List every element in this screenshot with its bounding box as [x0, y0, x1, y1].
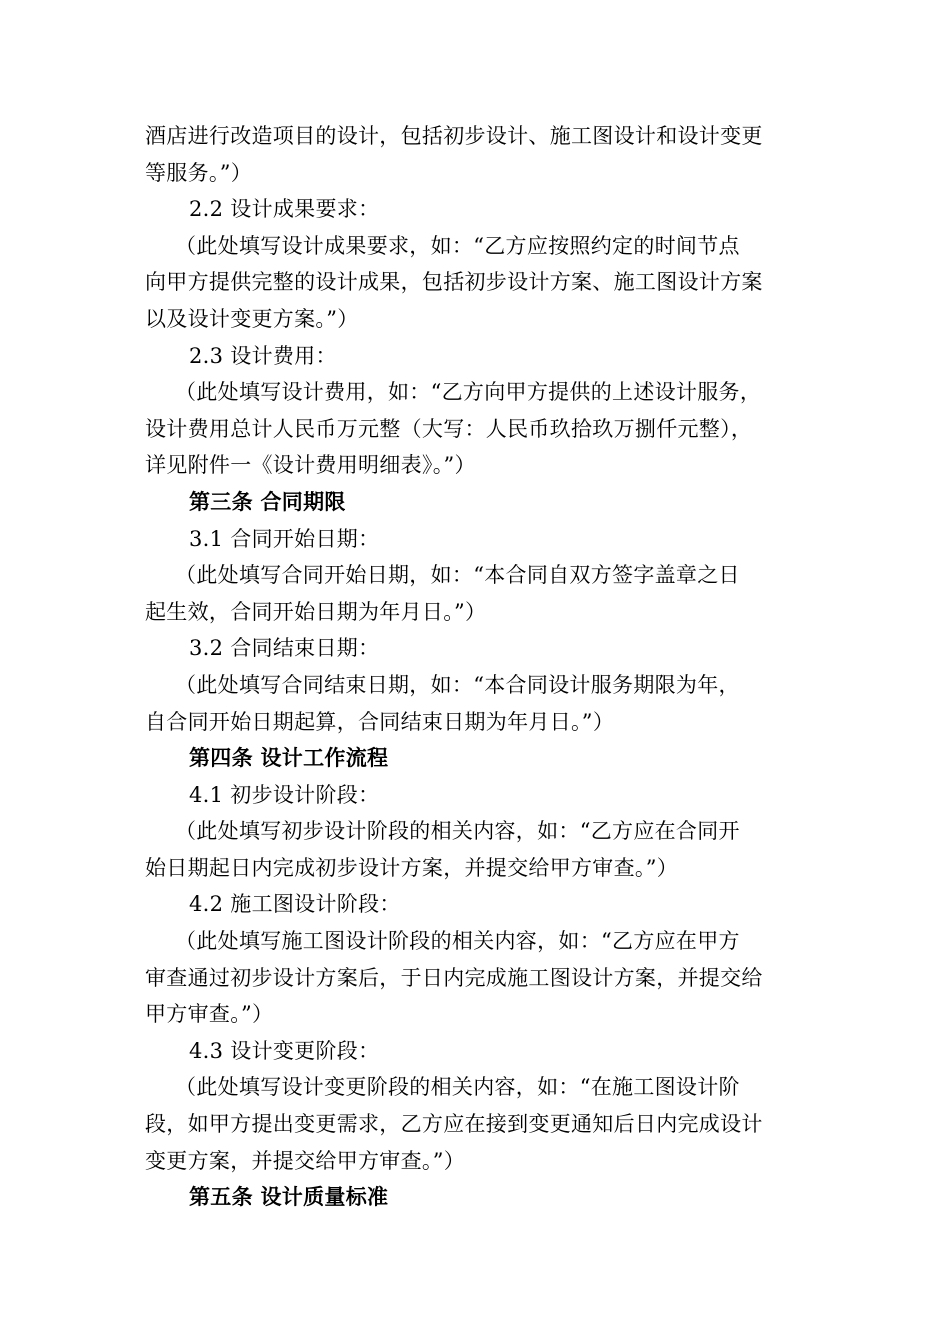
subsection-heading: 4.1 初步设计阶段： — [189, 782, 380, 807]
body-line: 详见附件一《设计费用明细表》。”） — [145, 453, 476, 478]
body-line: （此处填写初步设计阶段的相关内容，如：“乙方应在合同开 — [175, 819, 740, 844]
subsection-heading: 4.3 设计变更阶段： — [189, 1038, 380, 1063]
body-line: （此处填写合同开始日期，如：“本合同自双方签字盖章之日 — [175, 563, 740, 588]
subsection-heading: 2.2 设计成果要求： — [189, 197, 380, 222]
section-heading: 第五条 设计质量标准 — [189, 1184, 389, 1210]
body-line: 段，如甲方提出变更需求，乙方应在接到变更通知后日内完成设计 — [145, 1112, 763, 1137]
body-line: （此处填写设计成果要求，如：“乙方应按照约定的时间节点 — [175, 233, 740, 258]
body-line: 审查通过初步设计方案后，于日内完成施工图设计方案，并提交给 — [145, 965, 763, 990]
body-line: （此处填写设计变更阶段的相关内容，如：“在施工图设计阶 — [175, 1075, 740, 1100]
document-page — [145, 118, 825, 1216]
body-line: （此处填写设计费用，如：“乙方向甲方提供的上述设计服务， — [175, 380, 762, 405]
body-line: 变更方案，并提交给甲方审查。”） — [145, 1148, 466, 1173]
body-line: 设计费用总计人民币万元整（大写：人民币玖拾玖万捌仟元整）， — [145, 416, 753, 441]
section-heading: 第三条 合同期限 — [189, 488, 346, 514]
body-line: 自合同开始日期起算，合同结束日期为年月日。”） — [145, 709, 615, 734]
body-line: 以及设计变更方案。”） — [145, 306, 359, 331]
subsection-heading: 4.2 施工图设计阶段： — [189, 892, 401, 917]
body-line: 向甲方提供完整的设计成果，包括初步设计方案、施工图设计方案 — [145, 270, 763, 295]
subsection-heading: 3.1 合同开始日期： — [189, 526, 380, 551]
subsection-heading: 2.3 设计费用： — [189, 343, 337, 368]
body-line: 始日期起日内完成初步设计方案，并提交给甲方审查。”） — [145, 855, 679, 880]
subsection-heading: 3.2 合同结束日期： — [189, 636, 380, 661]
body-line: 甲方审查。”） — [145, 1002, 274, 1027]
body-line: 起生效，合同开始日期为年月日。”） — [145, 599, 487, 624]
body-line: 等服务。”） — [145, 160, 253, 185]
body-line: （此处填写施工图设计阶段的相关内容，如：“乙方应在甲方 — [175, 929, 740, 954]
body-line: （此处填写合同结束日期，如：“本合同设计服务期限为年， — [175, 672, 740, 697]
section-heading: 第四条 设计工作流程 — [189, 745, 389, 771]
body-line: 酒店进行改造项目的设计，包括初步设计、施工图设计和设计变更 — [145, 124, 763, 148]
